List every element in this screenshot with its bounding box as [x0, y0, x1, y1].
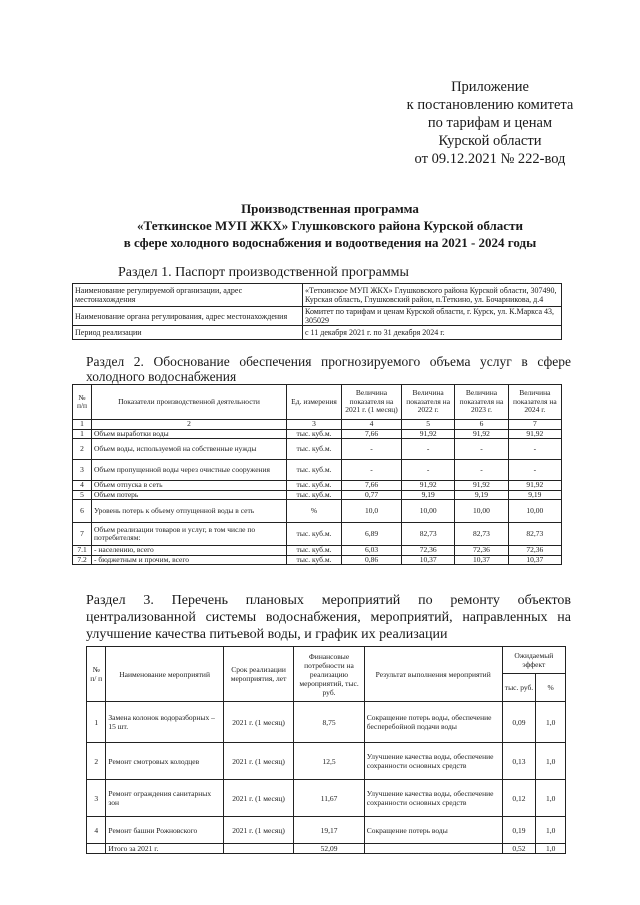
row-number: 2 [73, 439, 92, 460]
table-row [73, 523, 562, 546]
column-header: Величина показателя на 2021 г. (1 месяц) [342, 385, 402, 420]
value-2023: 91,92 [455, 429, 508, 439]
value-2022: - [402, 460, 455, 481]
column-header: Финансовые потребности на реализацию мероприятий, тыс. руб. [294, 647, 364, 702]
row-number: 2 [87, 743, 106, 780]
appendix-line: от 09.12.2021 № 222-вод [414, 151, 566, 167]
column-header: Величина показателя на 2023 г. [455, 385, 508, 420]
row-number: 3 [73, 460, 92, 481]
value-2023: 10,00 [455, 500, 508, 523]
header-row [87, 647, 566, 674]
unit: тыс. куб.м. [287, 555, 342, 565]
value-2023: 72,36 [455, 546, 508, 556]
passport-value: «Теткинское МУП ЖКХ» Глушковского района Курской области, 307490, Курская область, Глушковский район, п.Теткино, ул. Бочарникова, д.4 [303, 284, 562, 307]
column-header: Ожидаемый эффект [502, 647, 565, 674]
indicator-name: Уровень потерь к объему отпущенной воды в сеть [92, 500, 287, 523]
value-2024: - [508, 439, 561, 460]
row-number: 1 [87, 702, 106, 743]
column-header: Срок реализации мероприятия, лет [223, 647, 293, 702]
table-row [73, 439, 562, 460]
value-2023: 91,92 [455, 481, 508, 491]
indicator-name: - бюджетным и прочим, всего [92, 555, 287, 565]
value-2021: 7,66 [342, 429, 402, 439]
measure-name: Ремонт ограждения санитарных зон [106, 780, 223, 817]
table-row [73, 307, 562, 326]
total-finance: 52,09 [294, 844, 364, 854]
unit: тыс. куб.м. [287, 460, 342, 481]
row-number: 4 [73, 481, 92, 491]
table-row [73, 555, 562, 565]
table-row [87, 702, 566, 743]
value-2023: 9,19 [455, 490, 508, 500]
table-row [87, 780, 566, 817]
value-2024: 10,37 [508, 555, 561, 565]
unit: тыс. куб.м. [287, 523, 342, 546]
column-number: 5 [402, 420, 455, 430]
row-number [87, 844, 106, 854]
column-header: Величина показателя на 2024 г. [508, 385, 561, 420]
column-number: 1 [73, 420, 92, 430]
measure-term: 2021 г. (1 месяц) [223, 780, 293, 817]
row-number: 4 [87, 817, 106, 844]
passport-label: Период реализации [73, 326, 303, 340]
column-header: Величина показателя на 2022 г. [402, 385, 455, 420]
table-row [87, 743, 566, 780]
table-row [73, 326, 562, 340]
appendix-line: к постановлению комитета [406, 97, 574, 113]
effect-percent: 1,0 [536, 743, 566, 780]
row-number: 3 [87, 780, 106, 817]
value-2024: 10,00 [508, 500, 561, 523]
document-title [60, 200, 600, 251]
indicator-name: Объем отпуска в сеть [92, 481, 287, 491]
unit: тыс. куб.м. [287, 429, 342, 439]
column-number: 6 [455, 420, 508, 430]
measure-term: 2021 г. (1 месяц) [223, 702, 293, 743]
value-2021: 6,03 [342, 546, 402, 556]
row-number: 7.1 [73, 546, 92, 556]
value-2024: 91,92 [508, 429, 561, 439]
indicator-name: Объем выработки воды [92, 429, 287, 439]
row-number: 6 [73, 500, 92, 523]
header-row [73, 385, 562, 420]
value-2022: 91,92 [402, 429, 455, 439]
value-2021: - [342, 439, 402, 460]
measure-finance: 11,67 [294, 780, 364, 817]
value-2023: - [455, 460, 508, 481]
indicator-name: Объем пропущенной воды через очистные сооружения [92, 460, 287, 481]
measure-name: Ремонт смотровых колодцев [106, 743, 223, 780]
table-row [73, 284, 562, 307]
table-row [73, 429, 562, 439]
unit: тыс. куб.м. [287, 546, 342, 556]
title-line: Производственная программа [241, 201, 419, 216]
appendix-block [360, 78, 620, 168]
measure-result: Сокращение потерь воды [364, 817, 502, 844]
column-number: 3 [287, 420, 342, 430]
measure-finance: 12,5 [294, 743, 364, 780]
unit: % [287, 500, 342, 523]
indicator-name: Объем потерь [92, 490, 287, 500]
measure-name: Ремонт башни Рожновского [106, 817, 223, 844]
column-header: Наименование мероприятий [106, 647, 223, 702]
appendix-line: по тарифам и ценам [427, 115, 553, 131]
effect-value: 0,09 [502, 702, 536, 743]
value-2021: 10,0 [342, 500, 402, 523]
unit: тыс. куб.м. [287, 439, 342, 460]
measure-finance: 8,75 [294, 702, 364, 743]
measure-name: Замена колонок водоразборных – 15 шт. [106, 702, 223, 743]
passport-table [72, 283, 562, 340]
value-2022: 9,19 [402, 490, 455, 500]
passport-value: Комитет по тарифам и ценам Курской области, г. Курск, ул. К.Маркса 43, 305029 [303, 307, 562, 326]
effect-percent: 1,0 [536, 702, 566, 743]
effect-value: 0,19 [502, 817, 536, 844]
value-2024: 72,36 [508, 546, 561, 556]
unit: тыс. куб.м. [287, 481, 342, 491]
value-2022: 72,36 [402, 546, 455, 556]
column-number: 4 [342, 420, 402, 430]
table-row [87, 817, 566, 844]
table-row [73, 460, 562, 481]
column-header: Показатели производственной деятельности [92, 385, 287, 420]
value-2024: 82,73 [508, 523, 561, 546]
value-2024: 9,19 [508, 490, 561, 500]
measure-result: Улучшение качества воды, обеспечение сохранности основных средств [364, 780, 502, 817]
value-2022: 10,37 [402, 555, 455, 565]
total-label: Итого за 2021 г. [106, 844, 223, 854]
measure-result: Улучшение качества воды, обеспечение сохранности основных средств [364, 743, 502, 780]
value-2022: - [402, 439, 455, 460]
appendix-line: Курской области [438, 133, 542, 149]
effect-percent: 1,0 [536, 817, 566, 844]
measure-finance: 19,17 [294, 817, 364, 844]
table-row [73, 481, 562, 491]
passport-label: Наименование органа регулирования, адрес местонахождения [73, 307, 303, 326]
passport-value: с 11 декабря 2021 г. по 31 декабря 2024 г. [303, 326, 562, 340]
value-2022: 91,92 [402, 481, 455, 491]
value-2024: - [508, 460, 561, 481]
column-header: Результат выполнения мероприятий [364, 647, 502, 702]
table-row [73, 490, 562, 500]
value-2023: 10,37 [455, 555, 508, 565]
measure-term: 2021 г. (1 месяц) [223, 743, 293, 780]
title-line: в сфере холодного водоснабжения и водоотведения на 2021 - 2024 годы [123, 235, 537, 250]
column-header: № п/п [73, 385, 92, 420]
value-2021: 7,66 [342, 481, 402, 491]
value-2023: - [455, 439, 508, 460]
value-2021: - [342, 460, 402, 481]
unit: тыс. куб.м. [287, 490, 342, 500]
row-number: 7 [73, 523, 92, 546]
section1-heading: Раздел 1. Паспорт производственной программы [118, 265, 409, 280]
total-row [87, 844, 566, 854]
total-effect-percent: 1,0 [536, 844, 566, 854]
measures-table [86, 646, 566, 854]
effect-value: 0,12 [502, 780, 536, 817]
value-2021: 0,86 [342, 555, 402, 565]
measure-term: 2021 г. (1 месяц) [223, 817, 293, 844]
table-row [73, 546, 562, 556]
value-2022: 10,00 [402, 500, 455, 523]
value-2021: 6,89 [342, 523, 402, 546]
value-2021: 0,77 [342, 490, 402, 500]
indicator-name: Объем реализации товаров и услуг, в том числе по потребителям: [92, 523, 287, 546]
column-number: 2 [92, 420, 287, 430]
row-number: 1 [73, 429, 92, 439]
measure-result: Сокращение потерь воды, обеспечение бесперебойной подачи воды [364, 702, 502, 743]
passport-label: Наименование регулируемой организации, адрес местонахождения [73, 284, 303, 307]
indicator-name: - населению, всего [92, 546, 287, 556]
appendix-line: Приложение [451, 79, 529, 95]
column-header: тыс. руб. [502, 674, 536, 702]
column-header: № п/ п [87, 647, 106, 702]
column-header: Ед. измерения [287, 385, 342, 420]
forecast-table [72, 384, 562, 565]
total-term [223, 844, 293, 854]
effect-value: 0,13 [502, 743, 536, 780]
column-number-row [73, 420, 562, 430]
total-result [364, 844, 502, 854]
column-header: % [536, 674, 566, 702]
indicator-name: Объем воды, используемой на собственные нужды [92, 439, 287, 460]
value-2022: 82,73 [402, 523, 455, 546]
effect-percent: 1,0 [536, 780, 566, 817]
column-number: 7 [508, 420, 561, 430]
value-2023: 82,73 [455, 523, 508, 546]
section3-heading: Раздел 3. Перечень плановых мероприятий по ремонту объектов централизованной системы водоснабжения, мероприятий, направленных на улучшение качества питьевой воды, и график их реализации [86, 593, 571, 642]
table-row [73, 500, 562, 523]
row-number: 7.2 [73, 555, 92, 565]
row-number: 5 [73, 490, 92, 500]
section2-heading: Раздел 2. Обоснование обеспечения прогнозируемого объема услуг в сфере холодного водоснабжения [86, 354, 571, 384]
value-2024: 91,92 [508, 481, 561, 491]
total-effect-value: 0,52 [502, 844, 536, 854]
title-line: «Теткинское МУП ЖКХ» Глушковского района Курской области [137, 218, 523, 233]
